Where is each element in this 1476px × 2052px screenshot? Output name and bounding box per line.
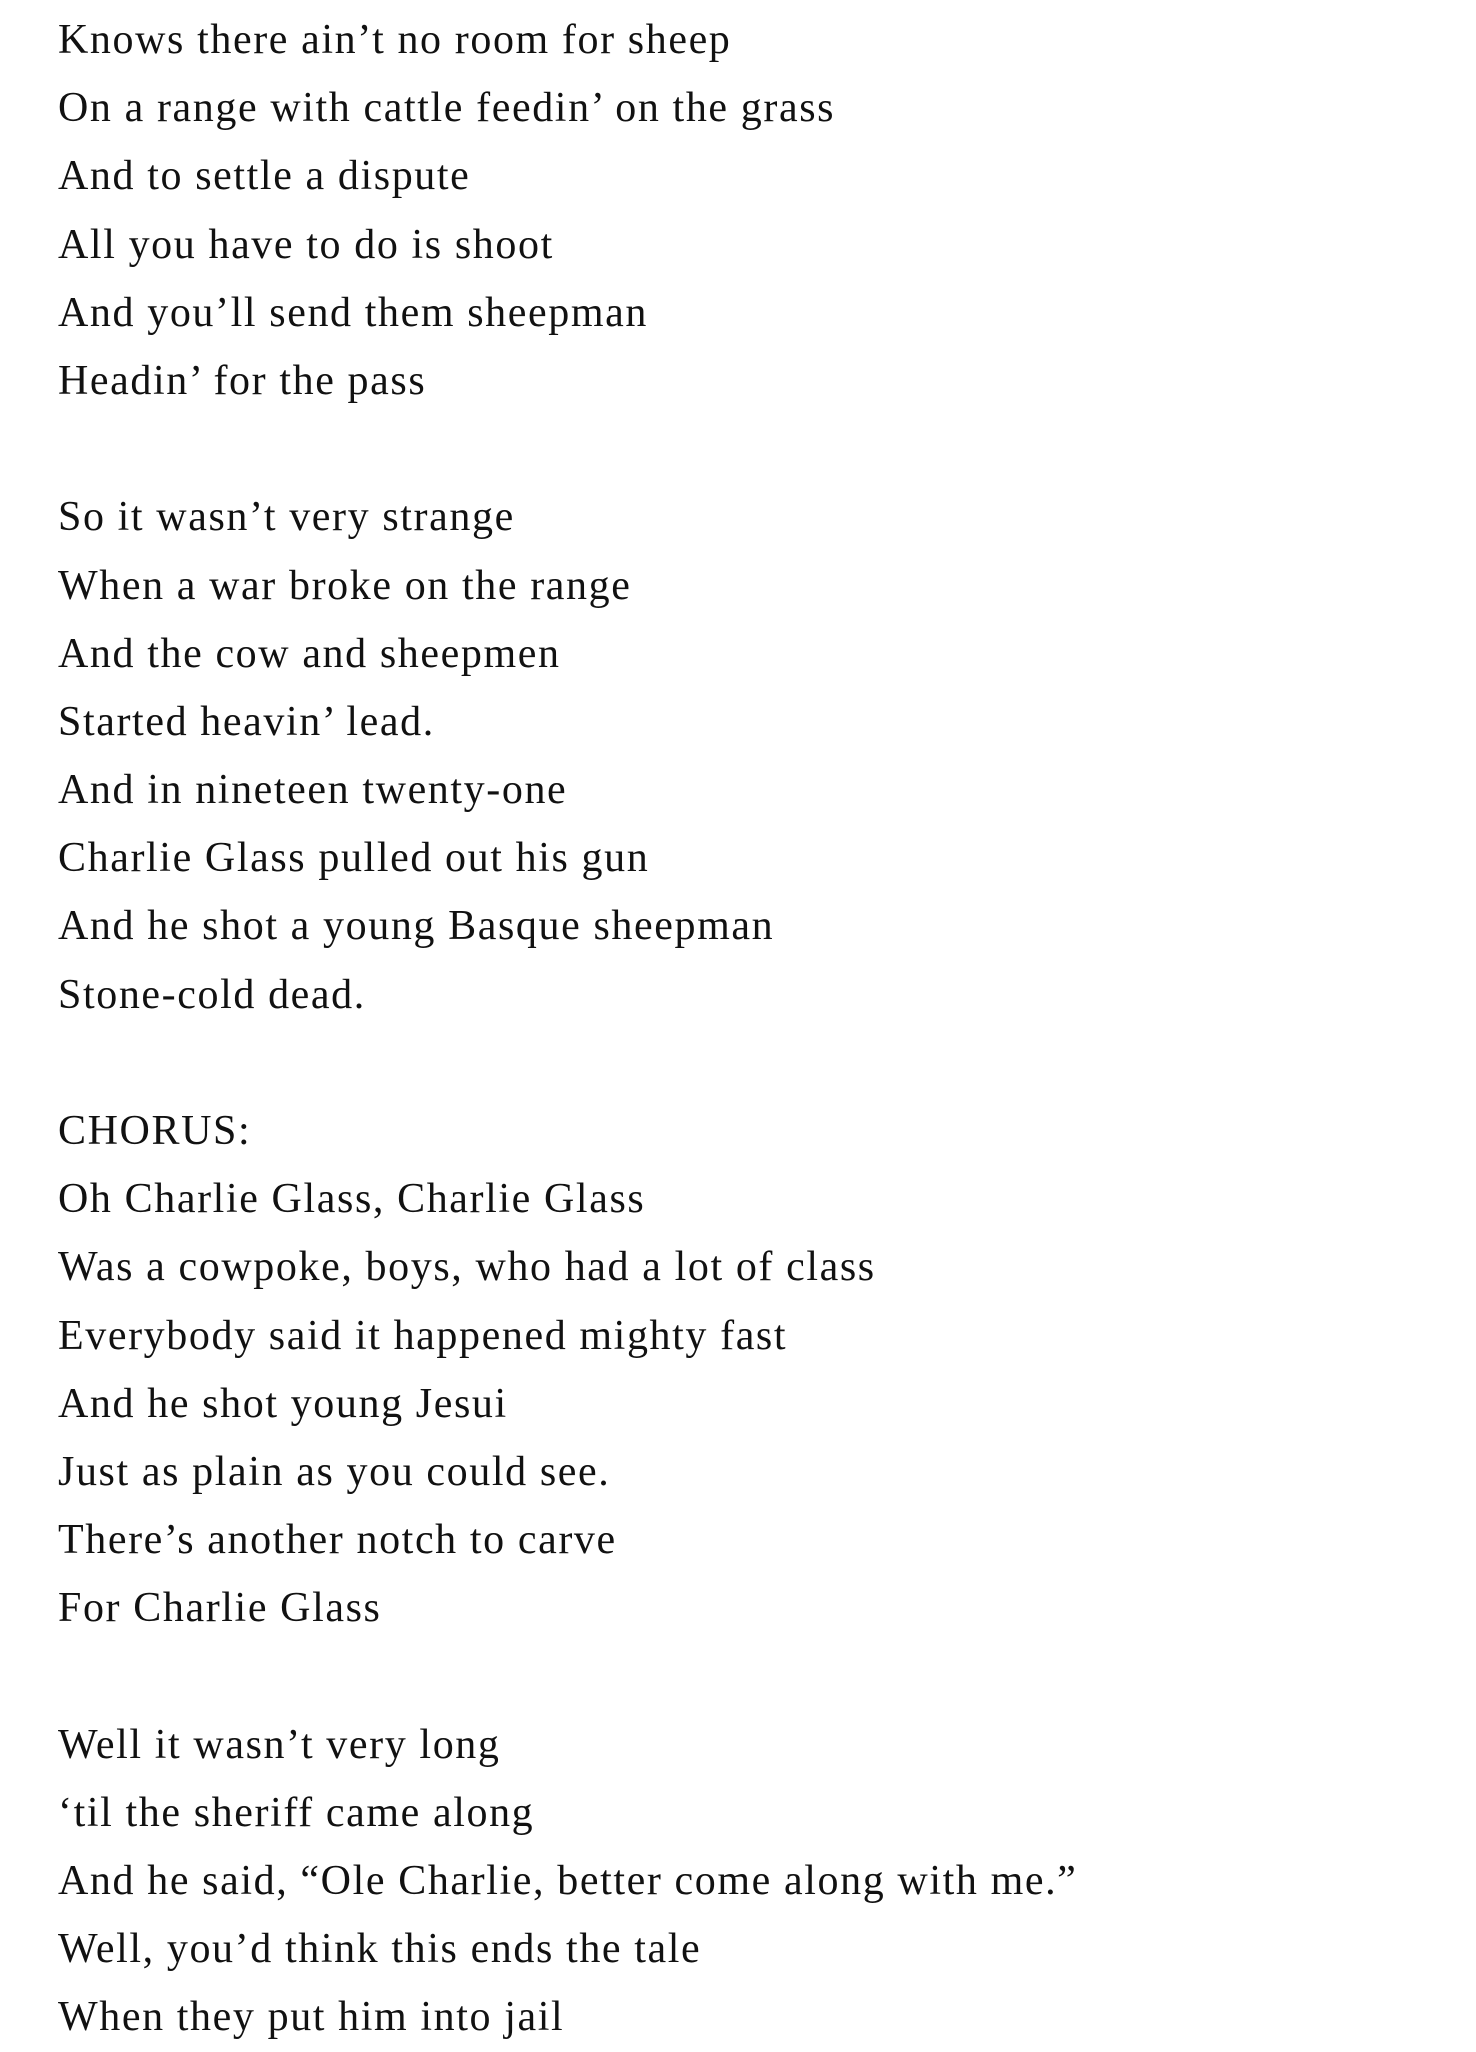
lyric-line: So it wasn’t very strange bbox=[58, 494, 515, 541]
lyric-line: Started heavin’ lead. bbox=[58, 698, 435, 745]
lyric-line: Oh Charlie Glass, Charlie Glass bbox=[58, 1176, 646, 1223]
lyric-line: And you’ll send them sheepman bbox=[58, 289, 648, 336]
stanza-1 bbox=[58, 6, 1077, 415]
lyric-line: There’s another notch to carve bbox=[58, 1517, 617, 1564]
lyric-line: Well it wasn’t very long bbox=[58, 1721, 501, 1768]
lyric-line: Charlie Glass pulled out his gun bbox=[58, 835, 650, 882]
lyric-line: For Charlie Glass bbox=[58, 1585, 382, 1632]
lyric-line: All you have to do is shoot bbox=[58, 221, 554, 268]
lyric-line: When a war broke on the range bbox=[58, 562, 632, 609]
lyric-line: And he said, “Ole Charlie, better come along with me.” bbox=[58, 1858, 1078, 1905]
chorus-heading: CHORUS: bbox=[58, 1108, 252, 1154]
lyric-line: Was a cowpoke, boys, who had a lot of class bbox=[58, 1244, 876, 1291]
song-lyrics bbox=[58, 6, 1077, 2052]
lyric-line: Everybody said it happened mighty fast bbox=[58, 1312, 788, 1359]
stanza-2 bbox=[58, 483, 1077, 1029]
lyric-line: Stone-cold dead. bbox=[58, 971, 366, 1018]
lyric-line: When they put him into jail bbox=[58, 1994, 565, 2041]
lyric-line: And to settle a dispute bbox=[58, 153, 471, 200]
stanza-3 bbox=[58, 1711, 1077, 2052]
lyric-line: And in nineteen twenty-one bbox=[58, 767, 568, 814]
lyric-line: And he shot young Jesui bbox=[58, 1380, 508, 1427]
lyric-line: ‘til the sheriff came along bbox=[58, 1789, 535, 1836]
lyric-line: And he shot a young Basque sheepman bbox=[58, 903, 775, 950]
lyric-line: Knows there ain’t no room for sheep bbox=[58, 17, 732, 63]
lyric-line: On a range with cattle feedin’ on the grass bbox=[58, 85, 836, 132]
lyric-line: Headin’ for the pass bbox=[58, 357, 427, 404]
lyric-line: Well, you’d think this ends the tale bbox=[58, 1926, 702, 1973]
lyric-line: Just as plain as you could see. bbox=[58, 1448, 611, 1495]
lyric-line: And the cow and sheepmen bbox=[58, 630, 561, 677]
stanza-chorus bbox=[58, 1097, 1077, 1643]
